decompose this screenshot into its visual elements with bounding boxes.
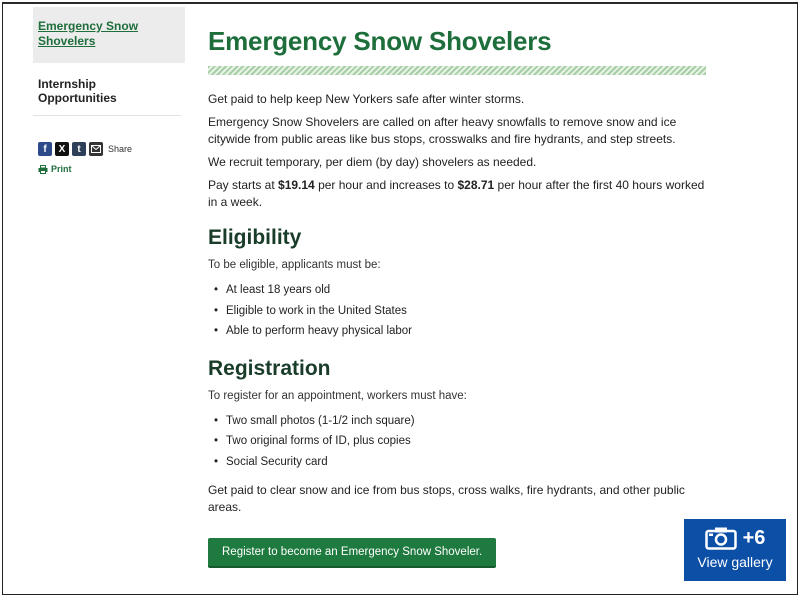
- title-divider: [208, 66, 706, 75]
- registration-heading: Registration: [208, 356, 331, 380]
- share-label[interactable]: Share: [108, 144, 133, 154]
- print-button[interactable]: [33, 164, 185, 174]
- sidebar-active-link[interactable]: Emergency Snow Shovelers: [38, 19, 139, 48]
- list-item: • Eligible to work in the United States: [208, 301, 706, 322]
- registration-intro: To register for an appointment, workers must have:: [208, 389, 467, 402]
- start-rate: $19.14: [278, 178, 315, 192]
- gallery-label: View gallery: [697, 554, 773, 570]
- main-content: [208, 25, 706, 568]
- pay-paragraph: Pay starts at $19.14 per hour and increases to $28.71 per hour after the first 40 hours worked in a week.: [208, 178, 705, 209]
- list-item: • At least 18 years old: [208, 280, 706, 301]
- eligibility-heading: Eligibility: [208, 226, 302, 249]
- gallery-count: +6: [742, 526, 766, 549]
- printer-icon: [38, 165, 48, 174]
- email-icon[interactable]: [89, 142, 103, 156]
- facebook-icon[interactable]: f: [38, 142, 52, 156]
- x-twitter-icon[interactable]: X: [55, 142, 69, 156]
- recruitment-paragraph: We recruit temporary, per diem (by day) shovelers as needed.: [208, 155, 537, 169]
- closing-paragraph: Get paid to clear snow and ice from bus stops, cross walks, fire hydrants, and other public areas.: [208, 483, 685, 514]
- intro-paragraph: Get paid to help keep New Yorkers safe after winter storms.: [208, 92, 525, 106]
- sidebar: [33, 7, 185, 174]
- list-item: • Two small photos (1-1/2 inch square): [208, 411, 706, 432]
- sidebar-item-emergency-snow-shovelers[interactable]: [33, 7, 185, 63]
- view-gallery-button[interactable]: [684, 519, 786, 581]
- registration-list: [208, 411, 706, 473]
- share-row: [33, 142, 185, 156]
- print-label[interactable]: Print: [51, 164, 72, 174]
- list-item: • Two original forms of ID, plus copies: [208, 431, 706, 452]
- description-paragraph: Emergency Snow Shovelers are called on after heavy snowfalls to remove snow and ice citywide from public areas like bus stops, crosswalks and fire hydrants, and step streets.: [208, 115, 677, 146]
- page-title: Emergency Snow Shovelers: [208, 26, 552, 56]
- camera-icon: [705, 526, 737, 550]
- eligibility-intro: To be eligible, applicants must be:: [208, 259, 381, 271]
- high-rate: $28.71: [457, 178, 495, 192]
- list-item: • Able to perform heavy physical labor: [208, 321, 706, 342]
- list-item: • Social Security card: [208, 452, 706, 473]
- eligibility-list: [208, 280, 706, 342]
- sidebar-item-internship[interactable]: Internship Opportunities: [33, 63, 181, 116]
- tumblr-icon[interactable]: t: [72, 142, 86, 156]
- register-button[interactable]: Register to become an Emergency Snow Shoveler.: [208, 538, 496, 568]
